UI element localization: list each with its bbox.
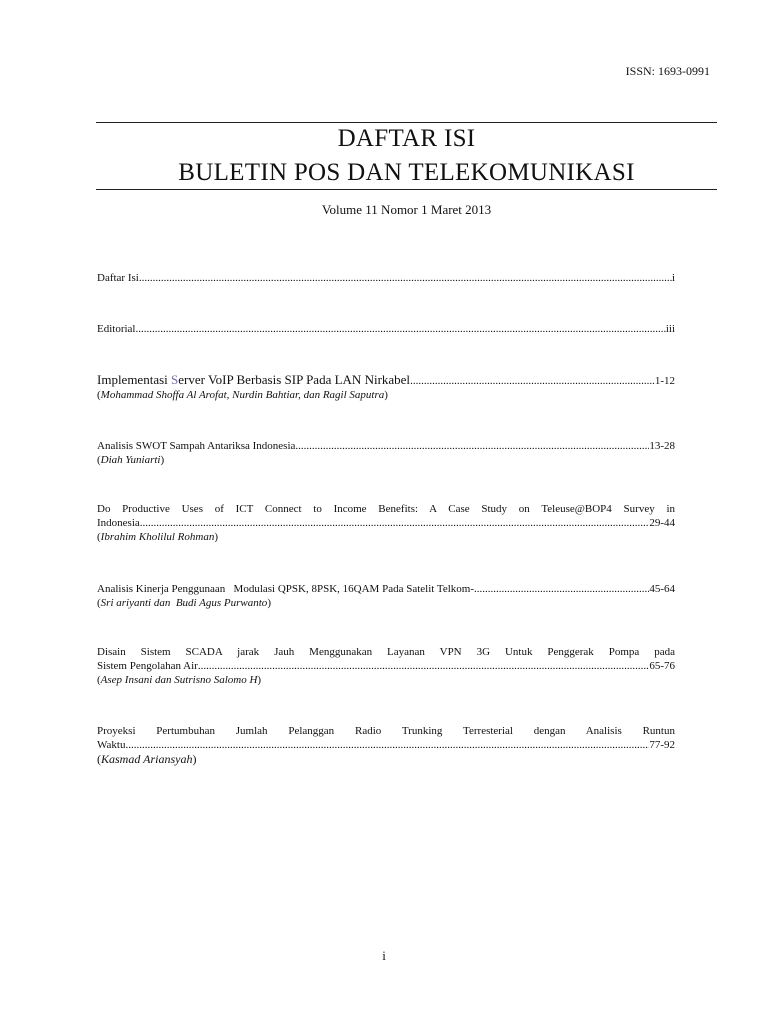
toc-entry-page: 1-12 — [654, 375, 675, 387]
dot-leader — [410, 374, 655, 388]
toc-entry-title: Implementasi Server VoIP Berbasis SIP Pada LAN Nirkabel — [97, 372, 411, 387]
toc-entry-authors: (Mohammad Shoffa Al Arofat, Nurdin Bahtiar, dan Ragil Saputra) — [97, 389, 388, 401]
toc-entry-page: iii — [665, 323, 675, 335]
toc-entry-page: 13-28 — [649, 440, 675, 452]
toc-entry-page: 45-64 — [649, 583, 675, 595]
toc-entry-page: i — [671, 272, 675, 284]
toc-entry-page: 65-76 — [649, 660, 675, 672]
dot-leader — [140, 516, 650, 530]
toc-entry-page: 77-92 — [649, 739, 675, 751]
toc-entry-title-cont: Indonesia — [97, 517, 140, 529]
dot-leader — [128, 738, 649, 752]
toc-entry-ict[interactable] — [97, 502, 675, 544]
volume-info: Volume 11 Nomor 1 Maret 2013 — [321, 202, 492, 217]
bottom-rule — [96, 189, 717, 190]
toc-entry-authors: (Asep Insani dan Sutrisno Salomo H) — [97, 674, 262, 686]
toc-entry-scada[interactable] — [97, 645, 675, 687]
toc-entry-voip[interactable] — [97, 373, 675, 402]
toc-entry-daftar-isi[interactable] — [97, 271, 675, 285]
toc-entry-title: Daftar Isi — [97, 272, 139, 284]
toc-entry-authors: (Kasmad Ariansyah) — [97, 752, 197, 766]
toc-entry-title: Proyeksi Pertumbuhan Jumlah Pelanggan Radio Trunking Terresterial dengan Analisis Runtun — [97, 725, 675, 737]
dot-leader — [136, 322, 666, 336]
page-number: i — [382, 948, 386, 963]
toc-entry-title: Do Productive Uses of ICT Connect to Income Benefits: A Case Study on Teleuse@BOP4 Survey in — [97, 503, 675, 515]
toc-entry-title: Analisis SWOT Sampah Antariksa Indonesia — [97, 440, 296, 452]
dot-leader — [198, 659, 650, 673]
toc-entry-authors: (Sri ariyanti dan Budi Agus Purwanto) — [97, 597, 271, 609]
toc-entry-authors: (Ibrahim Kholilul Rohman) — [97, 531, 219, 543]
toc-entry-trunking[interactable] — [97, 724, 675, 766]
top-rule — [96, 122, 717, 123]
toc-entry-qpsk[interactable] — [97, 582, 675, 610]
page-title: DAFTAR ISI — [337, 125, 476, 152]
page-subtitle: BULETIN POS DAN TELEKOMUNIKASI — [178, 159, 635, 186]
toc-entry-title-cont: Waktu. — [97, 739, 129, 751]
toc-entry-editorial[interactable] — [97, 322, 675, 336]
toc-entry-title: Editorial — [97, 323, 136, 335]
dot-leader — [139, 271, 672, 285]
toc-entry-title: Disain Sistem SCADA jarak Jauh Menggunakan Layanan VPN 3G Untuk Penggerak Pompa pada — [97, 646, 675, 658]
dot-leader — [474, 582, 649, 596]
toc-entry-page: 29-44 — [649, 517, 675, 529]
toc-entry-authors: (Diah Yuniarti) — [97, 454, 165, 466]
toc-entry-title-cont: Sistem Pengolahan Air — [97, 660, 198, 672]
toc-entry-title: Analisis Kinerja Penggunaan Modulasi QPSK, 8PSK, 16QAM Pada Satelit Telkom- — [97, 583, 474, 595]
issn-label: ISSN: 1693-0991 — [625, 64, 710, 78]
dot-leader — [295, 439, 649, 453]
toc-entry-swot[interactable] — [97, 439, 675, 467]
